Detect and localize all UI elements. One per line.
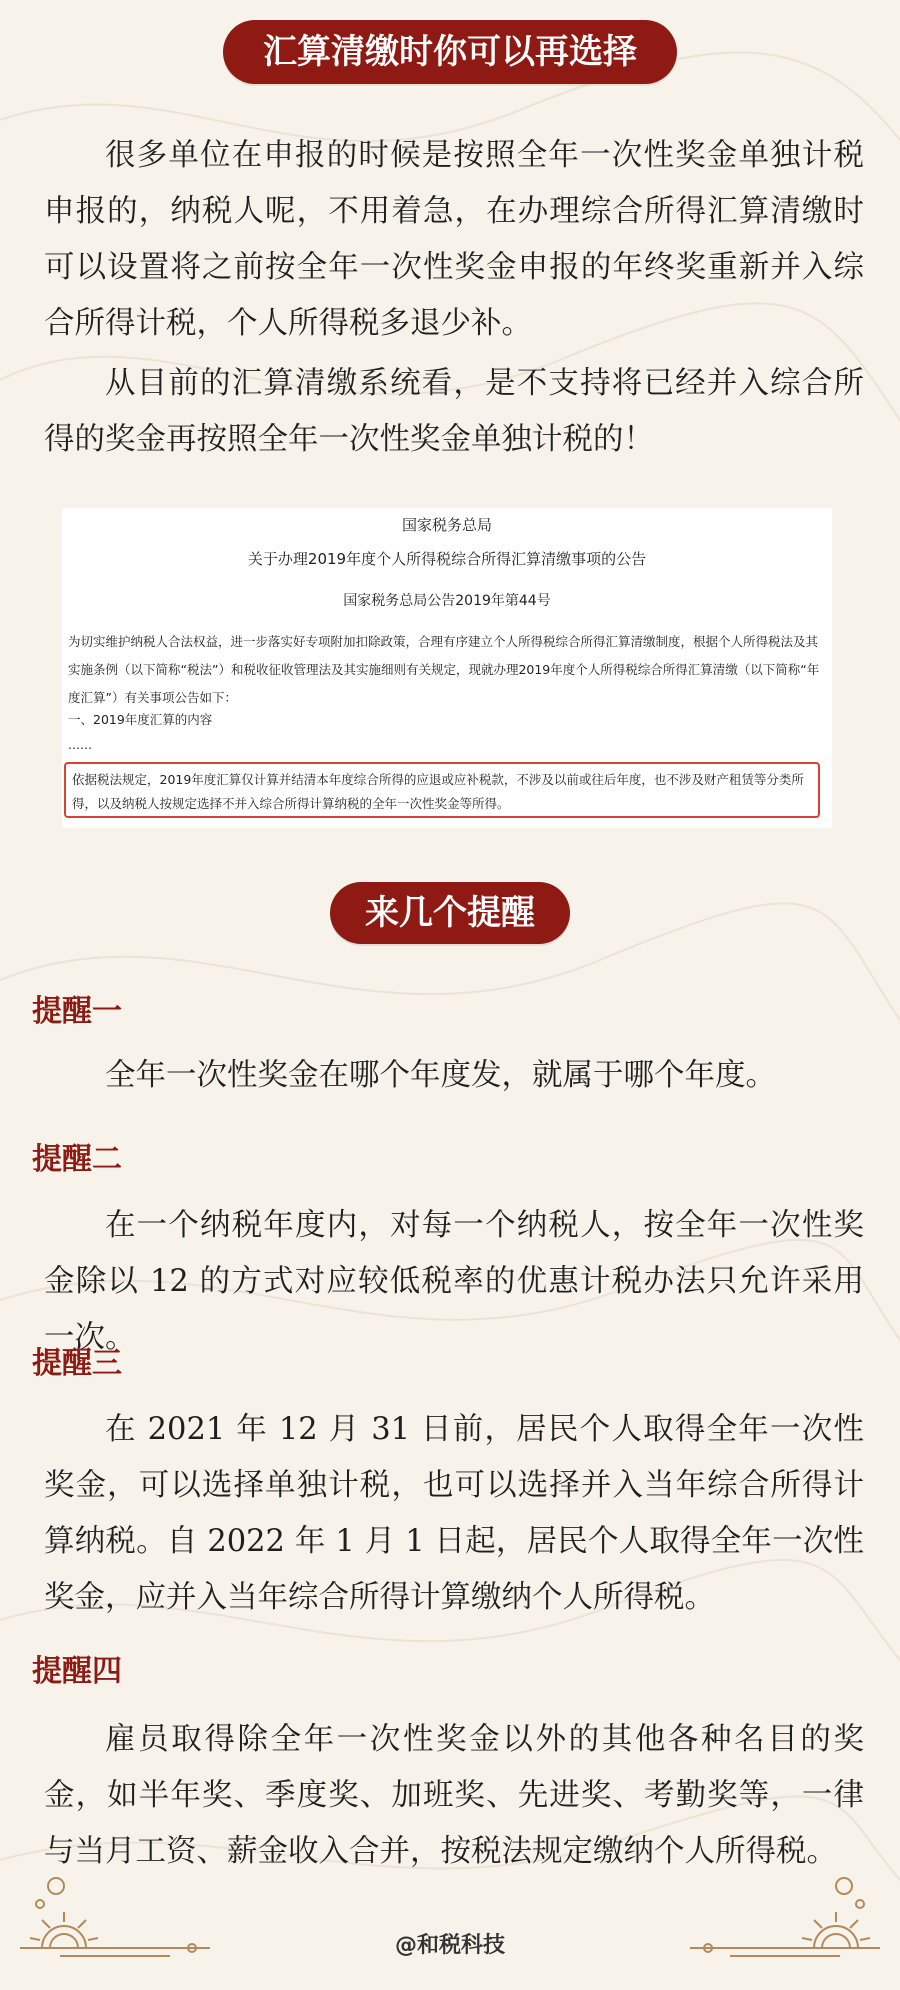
notice-number: 国家税务总局公告2019年第44号 [343,593,551,609]
notice-title: 关于办理2019年度个人所得税综合所得汇算清缴事项的公告 [247,550,647,568]
reminder-1-text: 全年一次性奖金在哪个年度发，就属于哪个年度。 [105,1058,776,1093]
notice-issuer: 国家税务总局 [401,516,492,534]
notice-highlight-box: 依据税法规定，2019年度汇算仅计算并结清本年度综合所得的应退或应补税款，不涉及以前或往后年度，也不涉及财产租赁等分类所得，以及纳税人按规定选择不并入综合所得计算纳税的全年一次性奖金等所得。 [64,762,820,818]
notice-body: 为切实维护纳税人合法权益，进一步落实好专项附加扣除政策，合理有序建立个人所得税综合所得汇算清缴制度，根据个人所得税法及其实施条例（以下简称“税法”）和税收征收管理法及其实施细则有关规定，现就办理2019年度个人所得税综合所得汇算清缴（以下简称“年度汇算”）有关事项公告如下： [68,634,820,705]
reminder-1-heading: 提醒一 [32,994,122,1029]
reminder-3-heading: 提醒三 [32,1346,122,1381]
reminder-4-heading: 提醒四 [32,1654,122,1689]
section-title-reselect: 汇算清缴时你可以再选择 [223,20,677,84]
intro-paragraph: 很多单位在申报的时候是按照全年一次性奖金单独计税申报的，纳税人呢，不用着急，在办理综合所得汇算清缴时可以设置将之前按全年一次性奖金申报的年终奖重新并入综合所得计税，个人所得税多退少补。 [44,138,864,341]
notice-ellipsis: …… [68,738,92,752]
tax-notice-excerpt [62,508,832,828]
reminder-2-text: 在一个纳税年度内，对每一个纳税人，按全年一次性奖金除以 12 的方式对应较低税率的优惠计税办法只允许采用一次。 [44,1208,864,1355]
brand-footer: @和税科技 [394,1933,505,1958]
section-title-reminders: 来几个提醒 [330,882,570,944]
reminder-3-text: 在 2021 年 12 月 31 日前，居民个人取得全年一次性奖金，可以选择单独计税，也可以选择并入当年综合所得计算纳税。自 2022 年 1 月 1 日起，居民个人取得全年一次性奖金，应并入当年综合所得计算缴纳个人所得税。 [44,1412,864,1615]
system-note-paragraph: 从目前的汇算清缴系统看，是不支持将已经并入综合所得的奖金再按照全年一次性奖金单独计税的！ [44,366,864,457]
reminder-2-heading: 提醒二 [32,1142,122,1177]
notice-item-1: 一、2019年度汇算的内容 [68,712,213,727]
reminder-4-text: 雇员取得除全年一次性奖金以外的其他各种名目的奖金，如半年奖、季度奖、加班奖、先进奖、考勤奖等，一律与当月工资、薪金收入合并，按税法规定缴纳个人所得税。 [44,1722,864,1869]
